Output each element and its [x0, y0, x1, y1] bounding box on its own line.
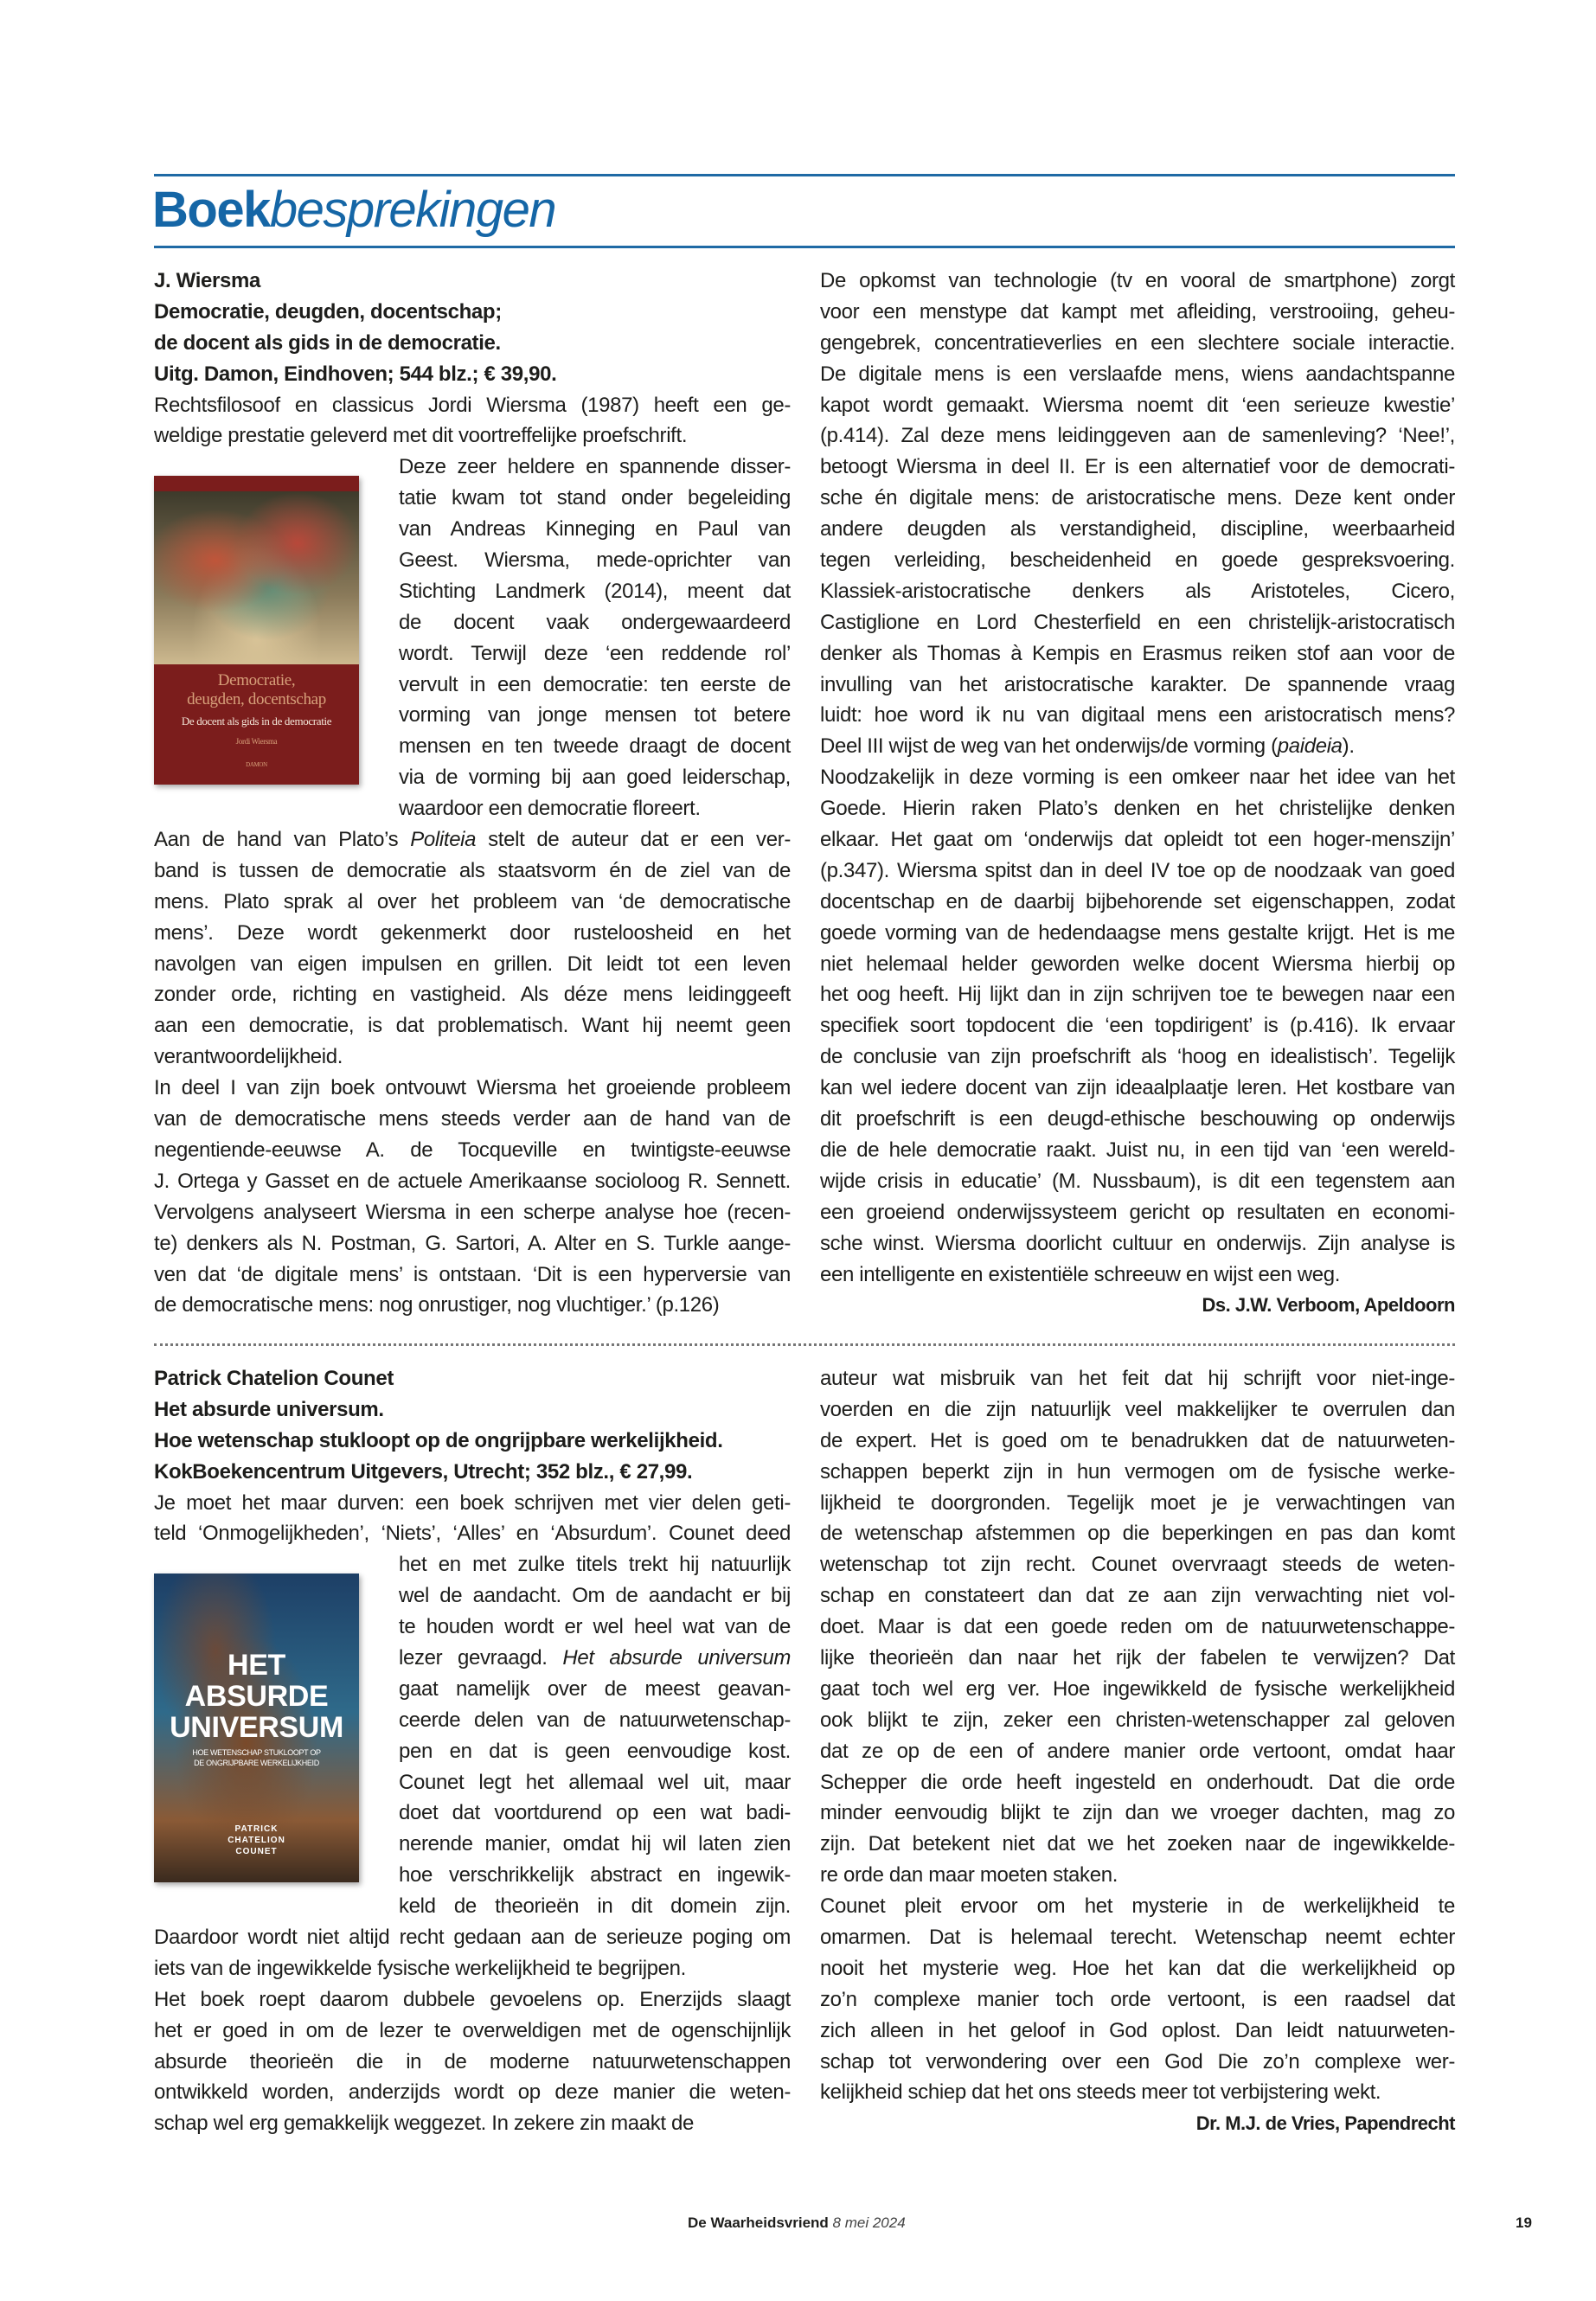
heading-line: Het absurde universum. [154, 1397, 384, 1421]
reviewer-signature: Ds. J.W. Verboom, Apeldoorn [1202, 1294, 1455, 1317]
text-line: waardoor een democratie floreert. [399, 797, 701, 821]
heading-line: Uitg. Damon, Eindhoven; 544 blz.; € 39,90. [154, 362, 557, 386]
cover-painting [154, 491, 359, 664]
text-line: hoe verschrikkelijk abstract en ingewik- [399, 1863, 791, 1888]
text-line: doet dat voortdurend op een wat badi- [399, 1801, 791, 1825]
text-line: het oog heeft. Hij lijkt dan in zijn schrijven toe te bewegen naar een [820, 983, 1455, 1007]
text-line: van Andreas Kinneging en Paul van [399, 517, 791, 542]
text-line: niet helemaal helder geworden welke docent Wiersma hierbij op [820, 952, 1455, 976]
text-line: Het boek roept daarom dubbele gevoelens op. Enerzijds slaagt [154, 1987, 791, 2011]
text-line: de docent vaak ondergewaardeerd [399, 610, 791, 634]
text-line: iets van de ingewikkelde fysische werkelijkheid te begrijpen. [154, 1956, 686, 1980]
cover-author: PATRICK [234, 1824, 279, 1835]
text-line: De digitale mens is een verslaafde mens, wiens aandachtspanne [820, 362, 1455, 386]
publication-name: De Waarheidsvriend [688, 2214, 829, 2231]
text-block [820, 1363, 1455, 2108]
text-line: zijn. Dat betekent niet dat we het zoeken naar de ingewikkelde- [820, 1832, 1455, 1856]
review-heading [154, 266, 791, 390]
text-line: ook blijkt te zijn, zeker een christen-wetenschapper zal geloven [820, 1708, 1455, 1732]
text-line: pen en dat is geen eenvoudige kost. [399, 1739, 791, 1763]
header-rule-top [154, 174, 1455, 176]
italic-title: Het absurde universum [562, 1646, 791, 1670]
text-line: Stichting Landmerk (2014), meent dat [399, 579, 791, 603]
text-line: denker als Thomas à Kempis en Erasmus reiken stof aan voor de [820, 641, 1455, 665]
review-1-right-column [820, 266, 1455, 1321]
text-line: re orde dan maar moeten staken. [820, 1863, 1118, 1888]
heading-line: J. Wiersma [154, 269, 261, 292]
text-line: specifiek soort topdocent die ‘een topdirigent’ is (p.416). Ik ervaar [820, 1014, 1455, 1038]
text-line: zonder orde, richting en vastigheid. Als déze mens leidinggeeft [154, 983, 791, 1007]
text-line: tatie kwam tot stand onder begeleiding [399, 486, 791, 510]
heading-line: KokBoekencentrum Uitgevers, Utrecht; 352 blz., € 27,99. [154, 1459, 693, 1484]
text-line: wetenschap tot zijn recht. Counet overvraagt steeds de weten- [820, 1553, 1455, 1577]
cover-author: CHATELION [228, 1836, 285, 1846]
page-title [152, 177, 555, 243]
book-cover-het-absurde-universum [154, 1574, 359, 1882]
text-segment: Aan de hand van Plato’s [154, 828, 411, 852]
italic-title: paideia [1277, 734, 1343, 759]
text-line: het er goed in om de lezer te overweldigen met de ogenschijnlijk [154, 2018, 791, 2042]
text-line: lijkheid te doorgronden. Tegelijk moet je je verwachtingen van [820, 1490, 1455, 1515]
text-line: luidt: hoe word ik nu van digitaal mens een aristocratisch mens? [820, 703, 1455, 727]
text-line: ven dat ‘de digitale mens’ is ontstaan. ‘Dit is een hyperversie van [154, 1262, 791, 1286]
text-line: gaat toch wel erg ver. Hoe ingewikkeld de fysische werkelijkheid [820, 1676, 1455, 1701]
header-rule-bottom [154, 246, 1455, 248]
text-block [154, 1922, 791, 2139]
text-line: (p.347). Wiersma spitst dan in deel IV toe op de noodzaak van goed [820, 858, 1455, 882]
text-line: andere deugden als verstandigheid, discipline, weerbaarheid [820, 517, 1455, 542]
cover-author: COUNET [235, 1847, 278, 1857]
text-line: docentschap en de daarbij bijbehorende set eigenschappen, zodat [820, 889, 1455, 913]
publication-date: 8 mei 2024 [832, 2214, 906, 2231]
section-divider [154, 1343, 1455, 1346]
text-line: van de democratische mens steeds verder aan de hand van de [154, 1107, 791, 1131]
text-line [399, 1643, 791, 1674]
text-line: dit proefschrift is een deugd-ethische beschouwing op onderwijs [820, 1107, 1455, 1131]
review-heading [154, 1363, 791, 1488]
text-block [820, 266, 1455, 1290]
text-line: Goede. Hierin raken Plato’s denken en het christelijke denken [820, 797, 1455, 821]
text-line: Klassiek-aristocratische denkers als Aristoteles, Cicero, [820, 579, 1455, 603]
text-block [154, 1488, 791, 1550]
text-line: wel de aandacht. Om de aandacht er bij [399, 1584, 791, 1608]
text-line: absurde theorieën die in de moderne natuurwetenschappen [154, 2049, 791, 2073]
text-line: wijde crisis in educatie’ (M. Nussbaum), is dit een tegenstem aan [820, 1169, 1455, 1193]
text-line: te houden wordt er wel heel wat van de [399, 1615, 791, 1639]
text-line: mensen en ten tweede draagt de docent [399, 734, 791, 759]
text-line: J. Ortega y Gasset en de actuele Amerikaanse socioloog R. Sennett. [154, 1169, 791, 1193]
text-line: dat ze op de een of andere manier orde vertoont, omdat haar [820, 1739, 1455, 1763]
text-line: sche winst. Wiersma doorlicht cultuur en onderwijs. Zijn analyse is [820, 1231, 1455, 1255]
text-line: De opkomst van technologie (tv en vooral de smartphone) zorgt [820, 269, 1455, 292]
heading-line: de docent als gids in de democratie. [154, 330, 501, 355]
cover-title: UNIVERSUM [170, 1711, 343, 1745]
text-line: de democratische mens: nog onrustiger, nog vluchtiger.’ (p.126) [154, 1293, 720, 1317]
text-block [399, 452, 791, 824]
text-line: schap en constateert dan dat ze aan zijn verwachting niet vol- [820, 1584, 1455, 1608]
text-line: mens. Plato sprak al over het probleem van ‘de democratische [154, 889, 791, 913]
text-line: te) denkers als N. Postman, G. Sartori, A. Alter en S. Turkle aange- [154, 1231, 791, 1255]
text-line: de conclusie van zijn proefschrift als ‘hoog en idealistisch’. Tegelijk [820, 1045, 1455, 1069]
text-line: negentiende-eeuwse A. de Tocqueville en twintigste-eeuwse [154, 1138, 791, 1162]
text-segment: lezer gevraagd. [399, 1646, 563, 1670]
text-block [399, 1549, 791, 1922]
text-line [820, 731, 1455, 762]
text-line: Counet legt het allemaal wel uit, maar [399, 1770, 791, 1794]
text-line: Counet pleit ervoor om het mysterie in de werkelijkheid te [820, 1894, 1455, 1919]
text-line: nooit het mysterie weg. Hoe het kan dat die werkelijkheid op [820, 1956, 1455, 1980]
text-line: ontwikkeld worden, anderzijds wordt op deze manier die weten- [154, 2080, 791, 2105]
text-line: het en met zulke titels trekt hij natuurlijk [399, 1553, 791, 1577]
text-line: de expert. Het is goed om te benadrukken dat de natuurweten- [820, 1428, 1455, 1452]
text-line [154, 824, 791, 856]
text-line: zo’n complexe manier toch orde vertoont, is een raadsel dat [820, 1987, 1455, 2011]
text-line: gaat namelijk over de meest geavan- [399, 1676, 791, 1701]
text-line: auteur wat misbruik van het feit dat hij schrijft voor niet-inge- [820, 1367, 1455, 1390]
cover-author: Jordi Wiersma [235, 737, 278, 747]
book-cover-democratie [154, 476, 359, 785]
review-2-left-column [154, 1363, 791, 2139]
text-line: omarmen. Dat is helemaal terecht. Wetenschap neemt echter [820, 1926, 1455, 1950]
text-line: Deze zeer heldere en spannende disser- [399, 455, 791, 479]
text-line: voor een menstype dat kampt met afleiding, verstrooiing, geheu- [820, 299, 1455, 324]
text-block [154, 390, 791, 452]
text-line: teld ‘Onmogelijkheden’, ‘Niets’, ‘Alles’ en ‘Absurdum’. Counet deed [154, 1522, 791, 1546]
text-line: nerende manier, omdat hij wil laten zien [399, 1832, 791, 1856]
text-line: zich alleen in het geloof in God oplost. Dan leidt natuurweten- [820, 2018, 1455, 2042]
text-line: kelijkheid schiep dat het ons steeds meer tot verbijstering wekt. [820, 2080, 1381, 2105]
text-line: Geest. Wiersma, mede-oprichter van [399, 548, 791, 573]
cover-subtitle: DE ONGRIJPBARE WERKELIJKHEID [194, 1759, 319, 1768]
text-segment: ). [1342, 734, 1355, 759]
text-line: schappen beperkt zijn in hun vermogen om de fysische werke- [820, 1459, 1455, 1484]
text-line: kapot wordt gemaakt. Wiersma noemt dit ‘een serieuze kwestie’ [820, 393, 1455, 417]
reviewer-signature: Dr. M.J. de Vries, Papendrecht [1195, 2112, 1455, 2135]
text-line: Schepper die orde heeft ingesteld en onderhoudt. Dat die orde [820, 1770, 1455, 1794]
text-line: een groeiend onderwijssysteem gericht op resultaten en economi- [820, 1200, 1455, 1224]
text-line: de wetenschap afstemmen op die beperkingen en pas dan komt [820, 1522, 1455, 1546]
text-line: kan wel iedere docent van zijn ideaalplaatje leren. Het kostbare van [820, 1076, 1455, 1100]
text-segment: stelt de auteur dat er een ver- [476, 828, 791, 852]
text-line: gengebrek, concentratieverlies en een slechtere sociale interactie. [820, 330, 1455, 355]
text-line: band is tussen de democratie als staatsvorm én de ziel van de [154, 858, 791, 882]
text-line: schap wel erg gemakkelijk weggezet. In zekere zin maakt de [154, 2112, 695, 2136]
text-line: mens’. Deze wordt gekenmerkt door rusteloosheid en het [154, 920, 791, 945]
text-line: Je moet het maar durven: een boek schrijven met vier delen geti- [154, 1490, 791, 1515]
text-line: navolgen van eigen impulsen en grillen. Dit leidt tot een leven [154, 952, 791, 976]
text-line: sche én digitale mens: de aristocratische mens. Deze kent onder [820, 486, 1455, 510]
text-line: (p.414). Zal deze mens leidinggeven aan de samenleving? ‘Nee!’, [820, 424, 1455, 448]
text-line: Daardoor wordt niet altijd recht gedaan aan de serieuze poging om [154, 1926, 791, 1950]
review-2-right-column [820, 1363, 1455, 2139]
text-line: aan een democratie, is dat problematisch. Want hij neemt geen [154, 1014, 791, 1038]
text-line: schap tot verwondering over een God Die zo’n complexe wer- [820, 2049, 1455, 2073]
text-line: Vervolgens analyseert Wiersma in een scherpe analyse hoe (recen- [154, 1200, 791, 1224]
heading-line: Patrick Chatelion Counet [154, 1367, 394, 1390]
text-line: wordt. Terwijl deze ‘een reddende rol’ [399, 641, 791, 665]
text-line: vervult in een democratie: ten eerste de [399, 672, 791, 696]
text-line: Castiglione en Lord Chesterfield en een christelijk-aristocratisch [820, 610, 1455, 634]
title-italic: besprekingen [269, 182, 556, 238]
title-bold: Boek [152, 182, 270, 238]
cover-title: ABSURDE [184, 1680, 329, 1714]
page-number: 19 [1516, 2214, 1532, 2231]
italic-title: Politeia [410, 828, 477, 852]
heading-line: Democratie, deugden, docentschap; [154, 299, 502, 324]
heading-line: Hoe wetenschap stukloopt op de ongrijpbare werkelijkheid. [154, 1428, 723, 1452]
text-line: die de hele democratie raakt. Juist nu, in een tijd van ‘een wereld- [820, 1138, 1455, 1162]
footer-publication [688, 2214, 906, 2232]
cover-title: Democratie, [217, 671, 296, 690]
text-line: elkaar. Het gaat om ‘onderwijs dat opleidt tot een hoger-menszijn’ [820, 828, 1455, 852]
review-1-left-column [154, 266, 791, 1321]
text-line: In deel I van zijn boek ontvouwt Wiersma het groeiende probleem [154, 1076, 791, 1100]
cover-publisher: DAMON [246, 761, 267, 769]
cover-title: deugden, docentschap [187, 690, 326, 709]
text-line: lijke theorieën dan naar het rijk der fabelen te verwijzen? Dat [820, 1646, 1455, 1670]
text-line: voerden en die zijn natuurlijk veel makkelijker te overrulen dan [820, 1397, 1455, 1421]
text-line: minder eenvoudig blijkt te zijn dan we vroeger dachten, mag zo [820, 1801, 1455, 1825]
text-line: tegen verleiding, bescheidenheid en goede gespreksvoering. [820, 548, 1455, 573]
text-line: vorming van jonge mensen tot betere [399, 703, 791, 727]
text-line: invulling van het aristocratische karakter. De spannende vraag [820, 672, 1455, 696]
text-line: keld de theorieën in dit domein zijn. [399, 1894, 791, 1919]
text-segment: Deel III wijst de weg van het onderwijs/de vorming ( [820, 734, 1278, 759]
text-line: verantwoordelijkheid. [154, 1045, 343, 1069]
text-line: weldige prestatie geleverd met dit voortreffelijke proefschrift. [154, 424, 688, 448]
text-block [154, 824, 791, 1321]
text-line: doet. Maar is dat een goede reden om de natuurwetenschappe- [820, 1615, 1455, 1639]
text-line: een intelligente en existentiële schreeuw en wijst een weg. [820, 1262, 1341, 1286]
cover-subtitle: HOE WETENSCHAP STUKLOOPT OP [192, 1748, 321, 1758]
text-line: goede vorming van de hedendaagse mens gestalte krijgt. Het is me [820, 920, 1455, 945]
cover-title: HET [228, 1649, 285, 1682]
text-line: via de vorming bij aan goed leiderschap, [399, 766, 791, 790]
text-line: Noodzakelijk in deze vorming is een omkeer naar het idee van het [820, 766, 1455, 790]
cover-subtitle: De docent als gids in de democratie [181, 715, 332, 728]
text-line: betoogt Wiersma in deel II. Er is een alternatief voor de democrati- [820, 455, 1455, 479]
text-line: Rechtsfilosoof en classicus Jordi Wiersma (1987) heeft een ge- [154, 393, 791, 417]
text-line: ceerde delen van de natuurwetenschap- [399, 1708, 791, 1732]
